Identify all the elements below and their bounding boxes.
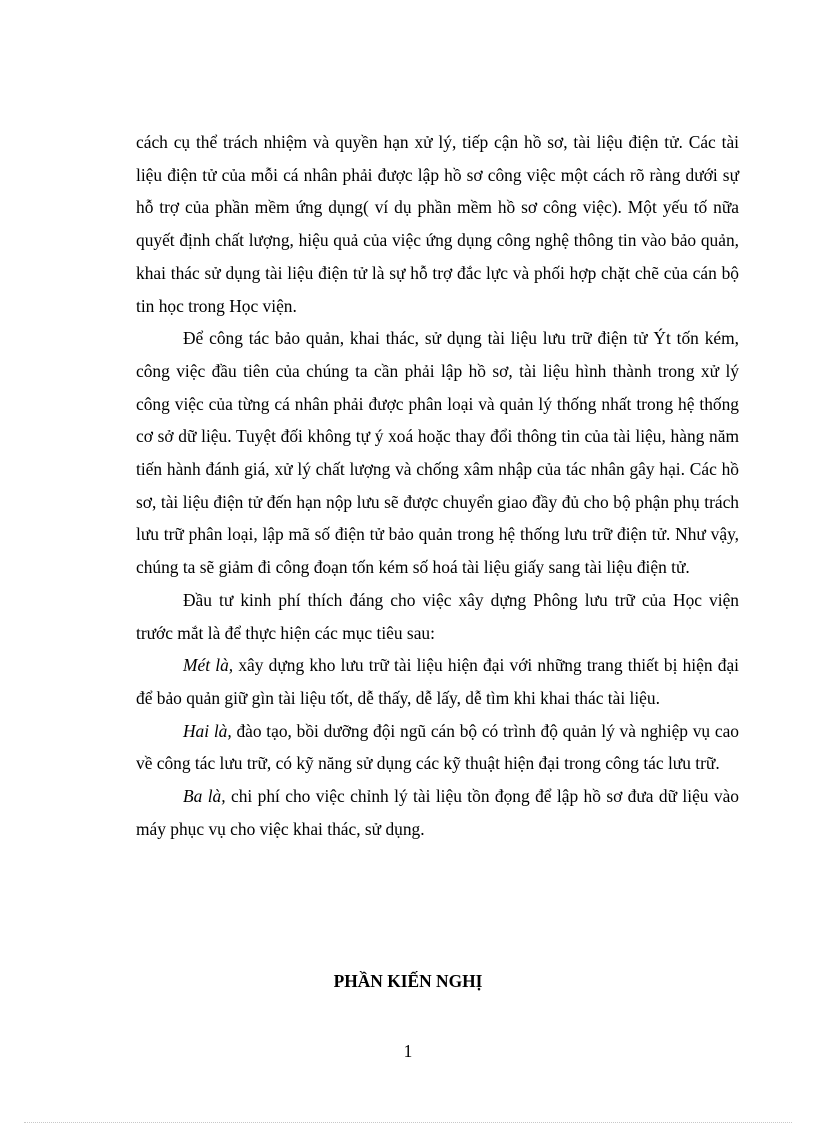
- goal-lead: Mét là,: [183, 655, 234, 676]
- paragraph-goal-two: [136, 715, 739, 780]
- section-heading: PHẦN KIẾN NGHỊ: [333, 971, 483, 991]
- paragraph-text: chi phí cho việc chỉnh lý tài liệu tồn đọng để lập hồ sơ đưa dữ liệu vào máy phục vụ cho việc khai thác, sử dụng.: [136, 786, 739, 839]
- paragraph-goal-one: [136, 649, 739, 714]
- body-text: [136, 126, 739, 845]
- paragraph-investment: [136, 584, 739, 649]
- paragraph-continuation: [136, 126, 739, 322]
- goal-lead: Ba là,: [183, 786, 226, 807]
- paragraph-text: Đầu tư kinh phí thích đáng cho việc xây dựng Phông lưu trữ của Học viện trước mắt là để thực hiện các mục tiêu sau:: [136, 589, 739, 643]
- paragraph-text: cách cụ thể trách nhiệm và quyền hạn xử lý, tiếp cận hồ sơ, tài liệu điện tử. Các tài liệu điện tử của mỗi cá nhân phải được lập hồ sơ công việc một cách rõ ràng dưới sự hỗ trợ của phần mềm ứng dụng( ví dụ phần mềm hồ sơ công việc). Một yếu tố nữa quyết định chất lượng, hiệu quả của việc ứng dụng công nghệ thông tin vào bảo quản, khai thác sử dụng tài liệu điện tử là sự hỗ trợ đắc lực và phối hợp chặt chẽ của cán bộ tin học trong Học viện.: [136, 132, 739, 316]
- paragraph-goal-three: [136, 780, 739, 845]
- paragraph-text: Để công tác bảo quản, khai thác, sử dụng tài liệu lưu trữ điện tử Ýt tốn kém, công việc đầu tiên của chúng ta cần phải lập hồ sơ, tài liệu hình thành trong xử lý công việc của từng cá nhân phải được phân loại và quản lý thống nhất trong hệ thống cơ sở dữ liệu. Tuyệt đối không tự ý xoá hoặc thay đổi thông tin của tài liệu, hàng năm tiến hành đánh giá, xử lý chất lượng và chống xâm nhập của tác nhân gây hại. Các hồ sơ, tài liệu điện tử đến hạn nộp lưu sẽ được chuyển giao đầy đủ cho bộ phận phụ trách lưu trữ phân loại, lập mã số điện tử bảo quản trong hệ thống lưu trữ điện tử. Như vậy, chúng ta sẽ giảm đi công đoạn tốn kém số hoá tài liệu giấy sang tài liệu điện tử.: [136, 328, 739, 578]
- paragraph-text: đào tạo, bồi dưỡng đội ngũ cán bộ có trình độ quản lý và nghiệp vụ cao về công tác lưu trữ, có kỹ năng sử dụng các kỹ thuật hiện đại trong công tác lưu trữ.: [136, 720, 739, 774]
- paragraph-preservation: [136, 322, 739, 584]
- paragraph-text: xây dựng kho lưu trữ tài liệu hiện đại với những trang thiết bị hiện đại để bảo quản giữ gìn tài liệu tốt, dễ thấy, dễ lấy, dễ tìm khi khai thác tài liệu.: [136, 655, 740, 708]
- page-number: 1: [403, 1041, 413, 1061]
- goal-lead: Hai là,: [183, 720, 232, 741]
